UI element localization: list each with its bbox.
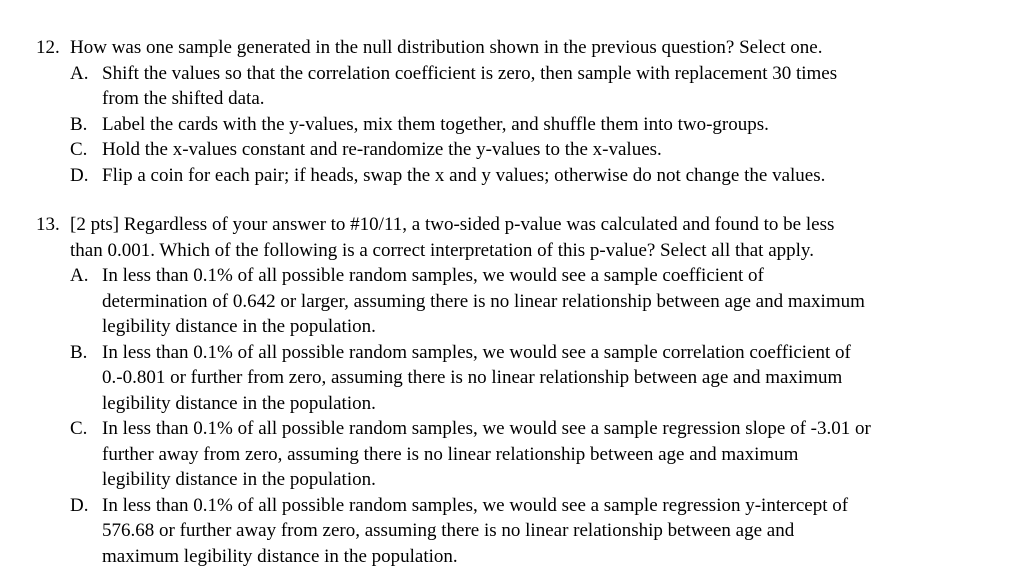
option-text-line: In less than 0.1% of all possible random samples, we would see a sample regression slope of -3.01 or	[102, 418, 871, 439]
option-text-line: In less than 0.1% of all possible random samples, we would see a sample regression y-intercept of	[102, 494, 849, 516]
option-letter: A.	[70, 265, 89, 286]
option-12b[interactable]	[0, 112, 1024, 138]
question-text-line: How was one sample generated in the null distribution shown in the previous question? Select one.	[70, 37, 823, 58]
option-text-line: maximum legibility distance in the population.	[102, 545, 458, 567]
question-number: 13.	[36, 214, 60, 235]
option-letter: C.	[70, 418, 88, 439]
option-text-line: further away from zero, assuming there is no linear relationship between age and maximum	[102, 443, 799, 465]
option-text-line: determination of 0.642 or larger, assuming there is no linear relationship between age and maximum	[102, 290, 865, 312]
option-13b[interactable]	[0, 340, 1024, 417]
option-text-line: Flip a coin for each pair; if heads, swap the x and y values; otherwise do not change the values.	[102, 164, 826, 186]
option-text-line: legibility distance in the population.	[102, 392, 376, 414]
option-letter: D.	[70, 494, 89, 516]
option-text-line: In less than 0.1% of all possible random samples, we would see a sample coefficient of	[102, 265, 764, 286]
option-letter: C.	[70, 139, 88, 160]
option-13d[interactable]	[0, 493, 1024, 570]
question-number: 12.	[36, 37, 60, 58]
question-text-line: than 0.001. Which of the following is a correct interpretation of this p-value? Select all that apply.	[70, 239, 814, 261]
question-13	[0, 212, 1024, 569]
question-12	[0, 35, 1024, 188]
option-12a[interactable]	[0, 61, 1024, 112]
option-text-line: 0.-0.801 or further from zero, assuming there is no linear relationship between age and maximum	[102, 367, 843, 388]
question-stem	[0, 212, 1024, 263]
option-text-line: In less than 0.1% of all possible random samples, we would see a sample correlation coefficient of	[102, 341, 851, 363]
option-12d[interactable]	[0, 163, 1024, 189]
option-text-line: legibility distance in the population.	[102, 469, 376, 490]
option-13a[interactable]	[0, 263, 1024, 340]
option-text-line: 576.68 or further away from zero, assuming there is no linear relationship between age and	[102, 520, 795, 541]
option-13c[interactable]	[0, 416, 1024, 493]
option-text-line: Hold the x-values constant and re-randomize the y-values to the x-values.	[102, 139, 662, 160]
question-stem	[0, 35, 1024, 61]
option-text-line: Shift the values so that the correlation coefficient is zero, then sample with replacement 30 times	[102, 62, 838, 84]
question-text-line: [2 pts] Regardless of your answer to #10/11, a two-sided p-value was calculated and found to be less	[70, 214, 835, 235]
option-letter: D.	[70, 164, 89, 186]
option-letter: B.	[70, 341, 88, 363]
option-letter: B.	[70, 113, 88, 135]
option-text-line: from the shifted data.	[102, 88, 265, 109]
option-text-line: legibility distance in the population.	[102, 316, 376, 337]
option-12c[interactable]	[0, 137, 1024, 163]
option-letter: A.	[70, 62, 89, 84]
option-text-line: Label the cards with the y-values, mix them together, and shuffle them into two-groups.	[102, 113, 769, 135]
